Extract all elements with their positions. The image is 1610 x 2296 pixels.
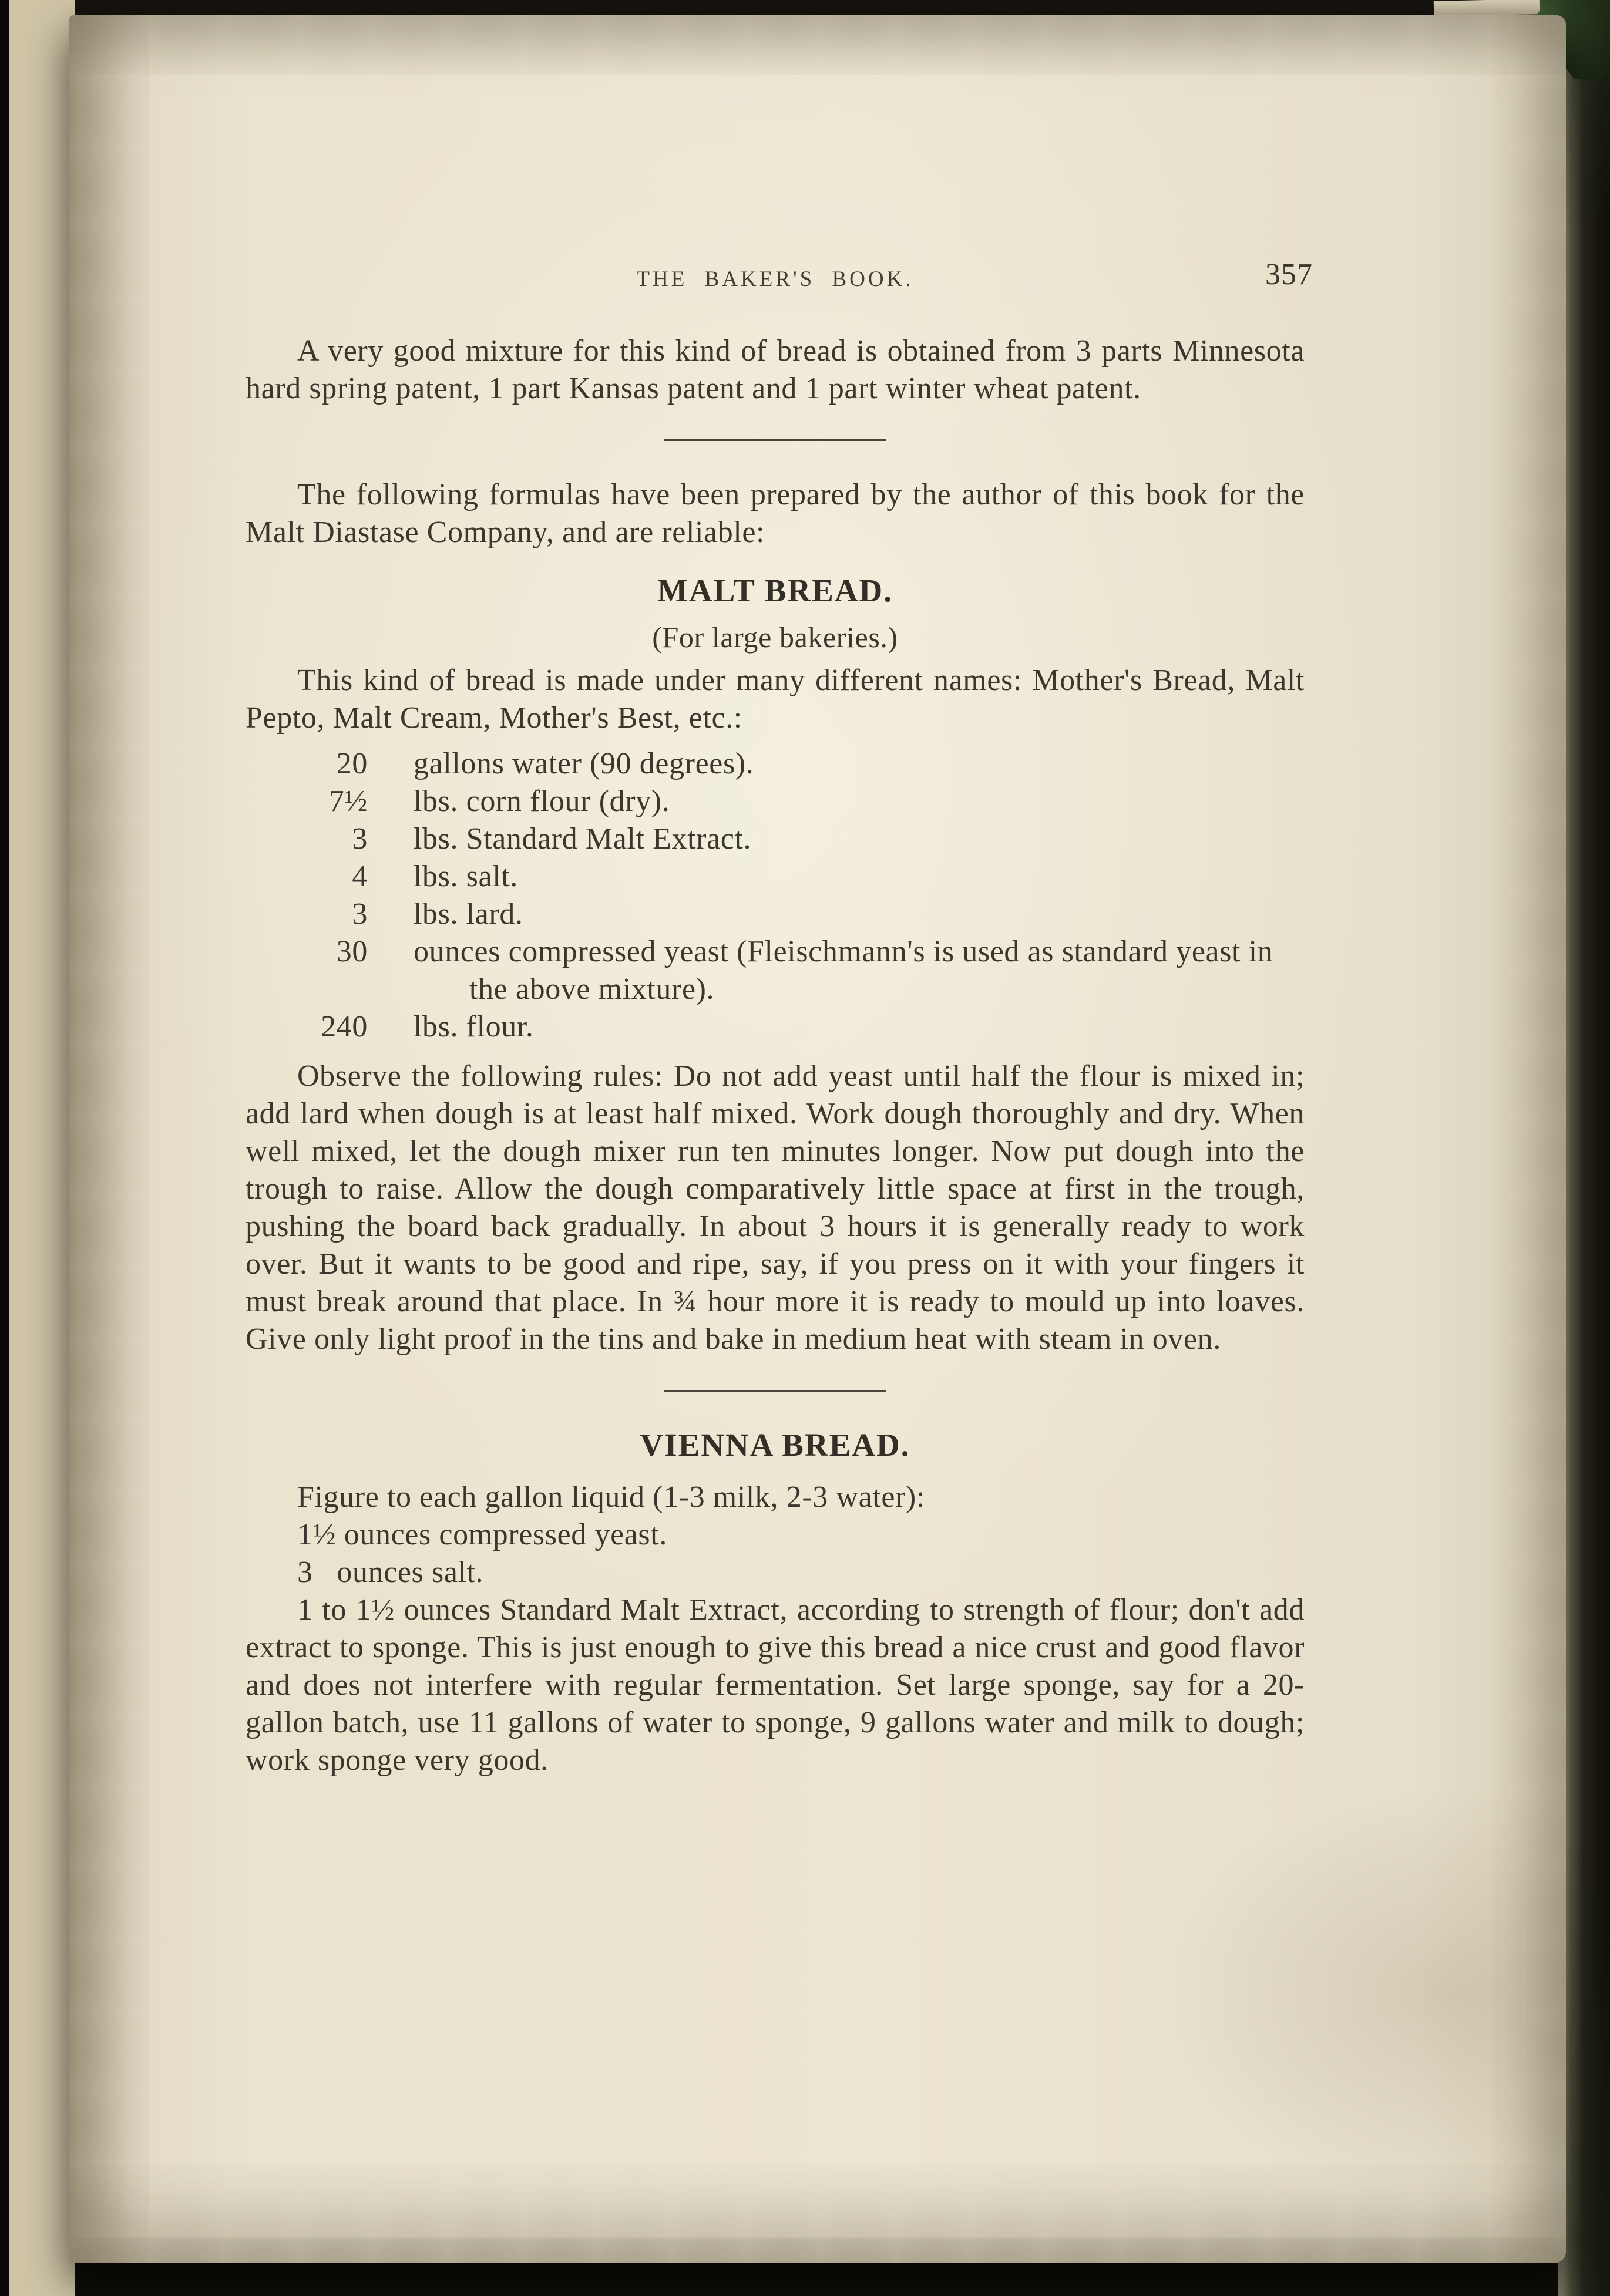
- intro-paragraph: A very good mixture for this kind of bread is obtained from 3 parts Minnesota hard spring patent, 1 part Kansas patent and 1 part winter wheat patent.: [246, 334, 1305, 405]
- book-page: [69, 15, 1566, 2263]
- page-header: [246, 258, 1313, 299]
- section-divider: [664, 1390, 886, 1392]
- vienna-line: Figure to each gallon liquid (1-3 milk, 2-3 water):: [297, 1480, 925, 1514]
- ingredient-quantity: 30: [336, 935, 368, 968]
- vienna-bread-body: 1 to 1½ ounces Standard Malt Extract, according to strength of flour; don't add extract to sponge. This is just enough to give this bread a nice crust and good flavor and does not interfere with regular fermentation. Set large sponge, say for a 20-gallon batch, use 11 gallons of water to sponge, 9 gallons water and milk to dough; work sponge very good.: [246, 1593, 1305, 1777]
- ingredient-name: lbs. corn flour (dry).: [414, 785, 670, 818]
- page-content: [69, 15, 1566, 2263]
- ingredient-quantity: 3: [352, 897, 368, 931]
- ingredient-name: gallons water (90 degrees).: [414, 747, 754, 780]
- ingredient-name: ounces compressed yeast (Fleischmann's is used as standard yeast in the above mixture).: [414, 935, 1273, 1006]
- ingredient-row: [246, 895, 1305, 933]
- page-stack-right-edge: [1558, 0, 1610, 2296]
- malt-bread-subheading: (For large bakeries.): [652, 621, 898, 654]
- ingredient-quantity: 20: [336, 747, 368, 780]
- ingredient-list: [246, 745, 1305, 1046]
- ingredient-row: [246, 783, 1305, 820]
- malt-bread-intro: This kind of bread is made under many different names: Mother's Bread, Malt Pepto, Malt Cream, Mother's Best, etc.:: [246, 664, 1305, 735]
- ingredient-quantity: 4: [352, 860, 368, 893]
- formulas-note-paragraph: The following formulas have been prepared by the author of this book for the Malt Diastase Company, and are reliable:: [246, 478, 1305, 549]
- running-title: THE BAKER'S BOOK.: [636, 267, 914, 291]
- ingredient-row: [246, 820, 1305, 858]
- ingredient-name: lbs. flour.: [414, 1010, 534, 1043]
- vienna-bread-heading: VIENNA BREAD.: [640, 1427, 910, 1463]
- page-corner-sliver: [1434, 0, 1540, 16]
- ingredient-name: lbs. Standard Malt Extract.: [414, 822, 752, 856]
- page-stack-left-gutter: [9, 0, 75, 2296]
- malt-bread-heading: MALT BREAD.: [657, 573, 893, 608]
- ingredient-name: lbs. lard.: [414, 897, 523, 931]
- ingredient-row: [246, 858, 1305, 895]
- section-divider: [664, 439, 886, 441]
- malt-bread-rules-paragraph: Observe the following rules: Do not add yeast until half the flour is mixed in; add lard when dough is at least half mixed. Work dough thoroughly and dry. When well mixed, let the dough mixer run ten minutes longer. Now put dough into the trough to raise. Allow the dough comparatively little space at first in the trough, pushing the board back gradually. In about 3 hours it is generally ready to work over. But it wants to be good and ripe, say, if you press on it with your fingers it must break around that place. In ¾ hour more it is ready to mould up into loaves. Give only light proof in the tins and bake in medium heat with steam in oven.: [246, 1059, 1305, 1356]
- ingredient-quantity: 3: [352, 822, 368, 856]
- ingredient-quantity: 7½: [328, 785, 368, 818]
- vienna-line: 1½ ounces compressed yeast.: [297, 1518, 667, 1551]
- ingredient-quantity: 240: [321, 1010, 368, 1043]
- ingredient-row: [246, 745, 1305, 783]
- vienna-line: 3 ounces salt.: [297, 1556, 484, 1589]
- ingredient-row: [246, 1008, 1305, 1046]
- ingredient-row: [246, 933, 1305, 1008]
- ingredient-name: lbs. salt.: [414, 860, 518, 893]
- page-number: 357: [1265, 258, 1313, 291]
- background-left-edge: [0, 0, 9, 2296]
